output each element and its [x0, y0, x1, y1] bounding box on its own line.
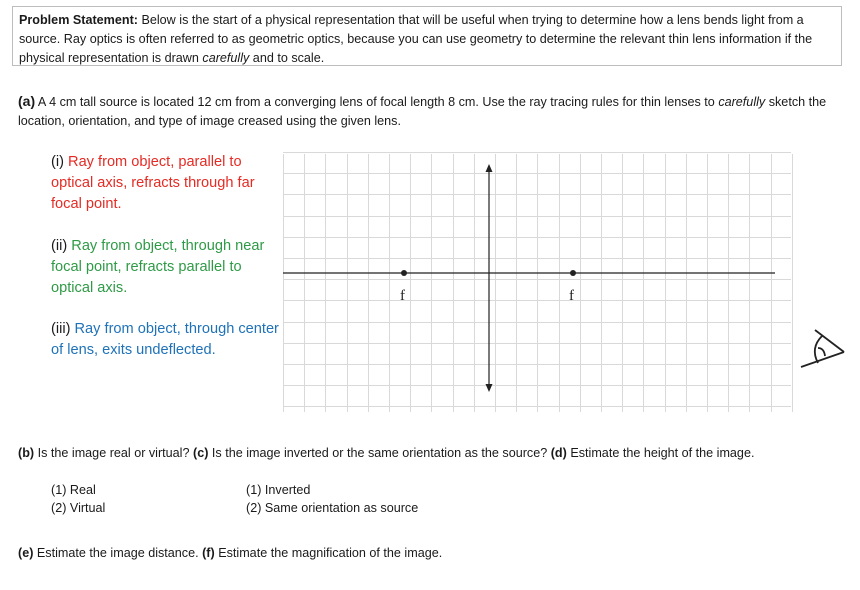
eye-icon	[798, 326, 850, 370]
question-b-text: Is the image real or virtual?	[34, 446, 193, 460]
problem-statement-box	[12, 6, 842, 66]
ray-rule-2-num: (ii)	[51, 238, 68, 254]
focal-label-right: f	[569, 288, 574, 304]
ray-rule-3-text: Ray from object, through center of lens, exits undeflected.	[51, 321, 279, 358]
ray-rule-1-text: Ray from object, parallel to optical axis, refracts through far focal point.	[51, 154, 255, 212]
options-c	[246, 481, 418, 517]
problem-tail: and to scale.	[249, 51, 325, 65]
problem-text: Below is the start of a physical representation that will be useful when trying to determine how a lens bends light from a source. Ray optics is often referred to as geometric optics, because you can use geometry to determine the relevant thin lens information if the physical representation is drawn	[19, 13, 813, 65]
focal-point-right	[570, 270, 576, 276]
ray-rule-3	[51, 319, 281, 361]
option-c-1[interactable]: (1) Inverted	[246, 483, 311, 497]
part-a-text: A 4 cm tall source is located 12 cm from a converging lens of focal length 8 cm. Use the ray tracing rules for thin lenses to	[35, 95, 719, 109]
options-b	[51, 481, 105, 517]
part-a-tag: (a)	[18, 93, 36, 109]
question-f-tag: (f)	[202, 546, 215, 560]
lens-bottom-arrowhead	[486, 384, 493, 392]
question-b-tag: (b)	[18, 446, 35, 460]
question-e-tag: (e)	[18, 546, 34, 560]
ray-diagram[interactable]	[283, 152, 793, 414]
ray-rule-2-text: Ray from object, through near focal point, refracts parallel to optical axis.	[51, 238, 265, 296]
ray-rule-2	[51, 236, 281, 299]
part-a-emph: carefully	[718, 95, 766, 109]
focal-label-left: f	[400, 288, 405, 304]
option-c-2[interactable]: (2) Same orientation as source	[246, 501, 419, 515]
focal-point-left	[401, 270, 407, 276]
lens-top-arrowhead	[486, 164, 493, 172]
question-d-tag: (d)	[550, 446, 567, 460]
ray-rule-1	[51, 152, 281, 215]
question-c-text: Is the image inverted or the same orientation as the source?	[208, 446, 551, 460]
questions-ef	[18, 544, 858, 563]
part-a-tail: sketch the location, orientation, and type of image creased using the given lens.	[18, 95, 827, 128]
question-c-tag: (c)	[193, 446, 209, 460]
problem-emph: carefully	[202, 51, 250, 65]
ray-diagram-canvas[interactable]	[283, 152, 793, 414]
question-d-text: Estimate the height of the image.	[566, 446, 755, 460]
part-a-prompt	[18, 92, 848, 131]
option-b-1[interactable]: (1) Real	[51, 483, 96, 497]
questions-bcd	[18, 444, 858, 463]
grid-lines	[283, 153, 793, 413]
ray-rule-1-num: (i)	[51, 154, 64, 170]
question-f-text: Estimate the magnification of the image.	[214, 546, 443, 560]
question-e-text: Estimate the image distance.	[33, 546, 203, 560]
ray-rule-3-num: (iii)	[51, 321, 71, 337]
problem-label: Problem Statement:	[19, 13, 138, 27]
option-b-2[interactable]: (2) Virtual	[51, 501, 106, 515]
